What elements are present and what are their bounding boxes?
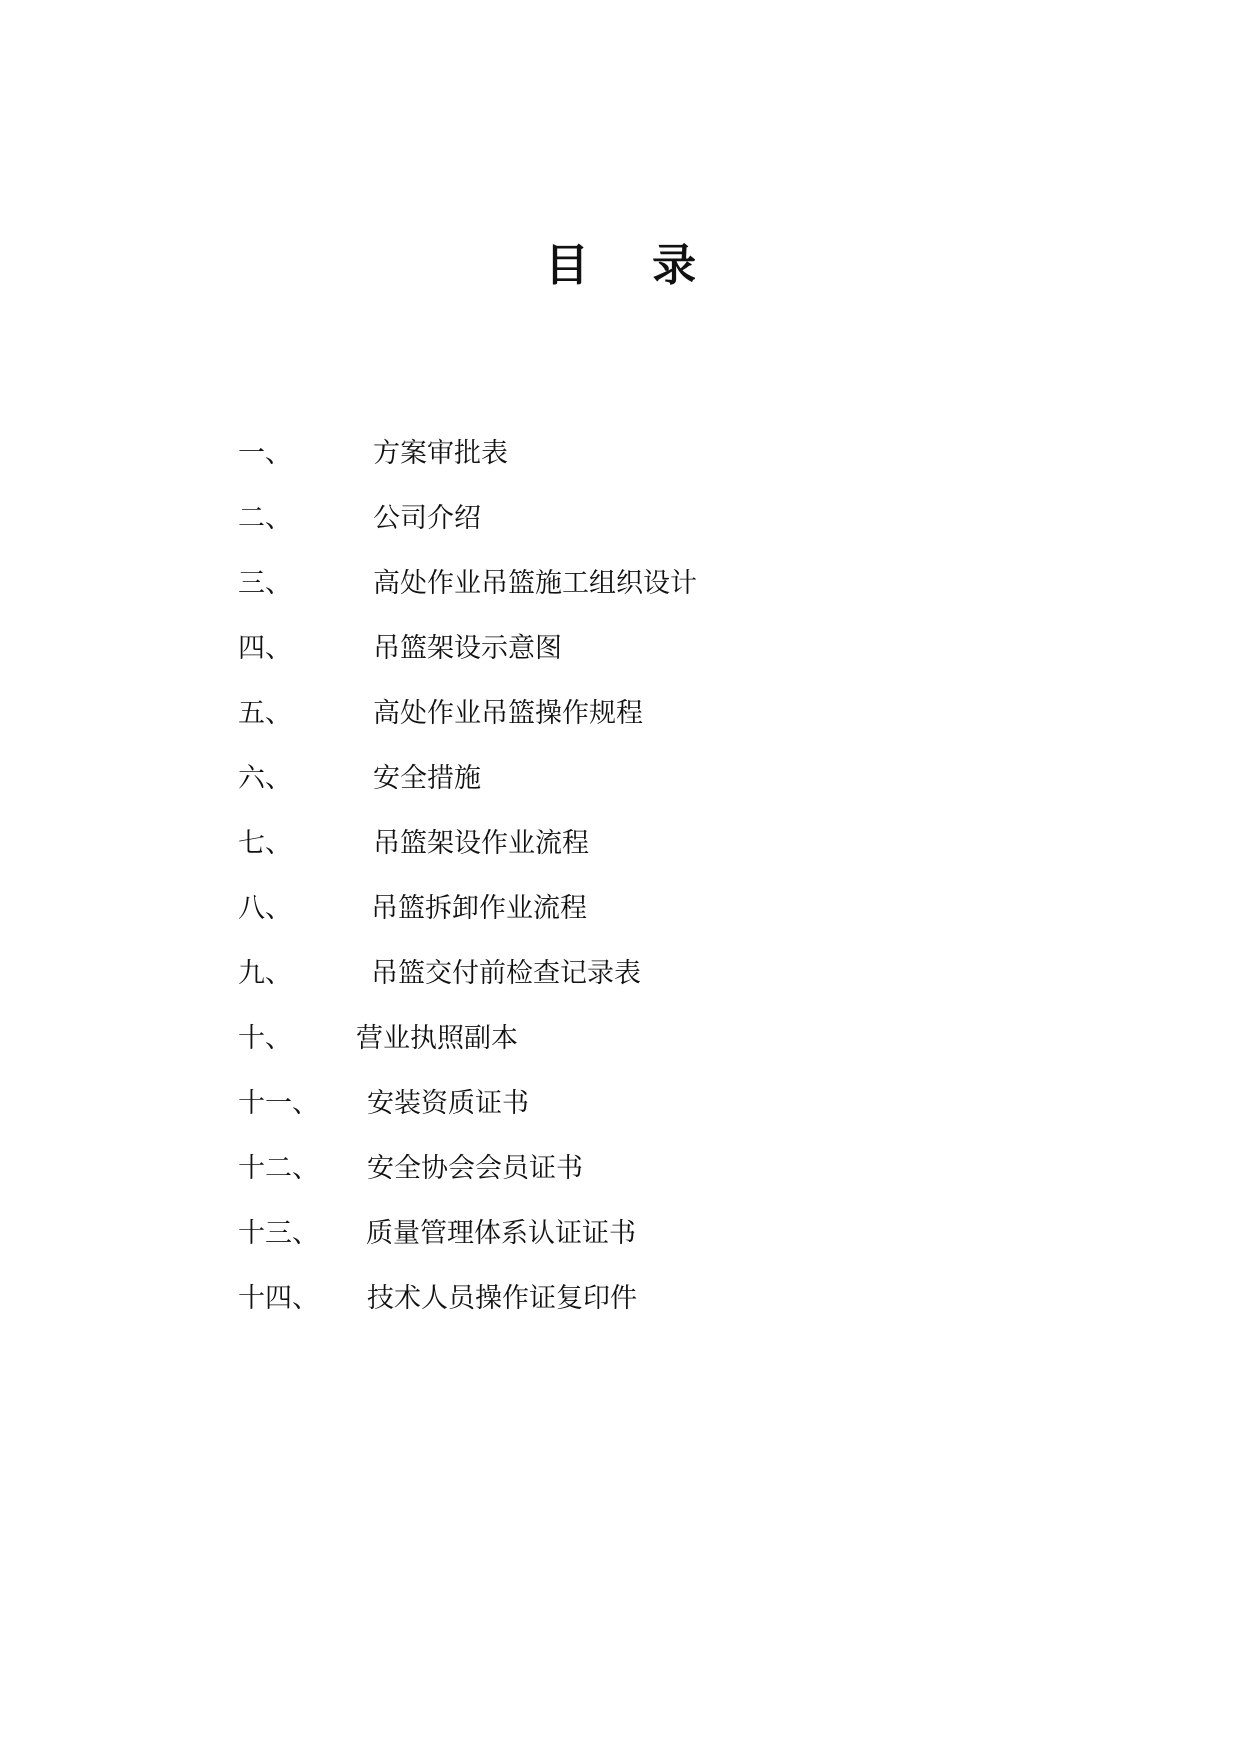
toc-item-title: 方案审批表 [373, 438, 508, 469]
toc-item [238, 759, 1038, 824]
toc-item [238, 499, 1038, 564]
toc-item-title: 吊篮拆卸作业流程 [371, 893, 587, 924]
toc-item [238, 564, 1038, 629]
toc-item [238, 1084, 1038, 1149]
toc-item [238, 1214, 1038, 1279]
toc-item-title: 吊篮架设作业流程 [373, 828, 589, 859]
page-title: 目 录 [544, 240, 721, 291]
toc-item-number: 七、 [238, 828, 292, 859]
toc-item [238, 629, 1038, 694]
toc-item-number: 九、 [238, 958, 292, 989]
toc-item-number: 二、 [238, 503, 292, 534]
toc-item [238, 1149, 1038, 1214]
toc-item-number: 十、 [238, 1023, 292, 1054]
toc-item-title: 安全措施 [373, 763, 481, 794]
toc-item [238, 824, 1038, 889]
toc-item-number: 十二、 [238, 1153, 319, 1184]
toc-item [238, 1019, 1038, 1084]
toc-item-title: 安装资质证书 [367, 1088, 529, 1119]
toc-item-title: 高处作业吊篮施工组织设计 [373, 568, 697, 599]
toc-item-title: 质量管理体系认证证书 [366, 1218, 636, 1249]
toc-item-title: 高处作业吊篮操作规程 [373, 698, 643, 729]
toc-item-title: 吊篮交付前检查记录表 [371, 958, 641, 989]
toc-item [238, 694, 1038, 759]
toc-item-number: 六、 [238, 763, 292, 794]
toc-item-title: 安全协会会员证书 [367, 1153, 583, 1184]
toc-item-number: 十四、 [238, 1283, 319, 1314]
toc-item-number: 五、 [238, 698, 292, 729]
toc-item-title: 公司介绍 [373, 503, 481, 534]
toc-item-number: 十三、 [238, 1218, 319, 1249]
toc-item-number: 一、 [238, 438, 292, 469]
toc-item-title: 技术人员操作证复印件 [367, 1283, 637, 1314]
toc-item [238, 889, 1038, 954]
toc-item-number: 十一、 [238, 1088, 319, 1119]
toc-item-title: 吊篮架设示意图 [373, 633, 562, 664]
toc-item [238, 954, 1038, 1019]
toc-item-number: 四、 [238, 633, 292, 664]
toc-item [238, 1279, 1038, 1344]
toc-item-number: 八、 [238, 893, 292, 924]
toc-item-number: 三、 [238, 568, 292, 599]
toc-item-title: 营业执照副本 [356, 1023, 518, 1054]
toc-item [238, 434, 1038, 499]
table-of-contents [238, 434, 1038, 1344]
